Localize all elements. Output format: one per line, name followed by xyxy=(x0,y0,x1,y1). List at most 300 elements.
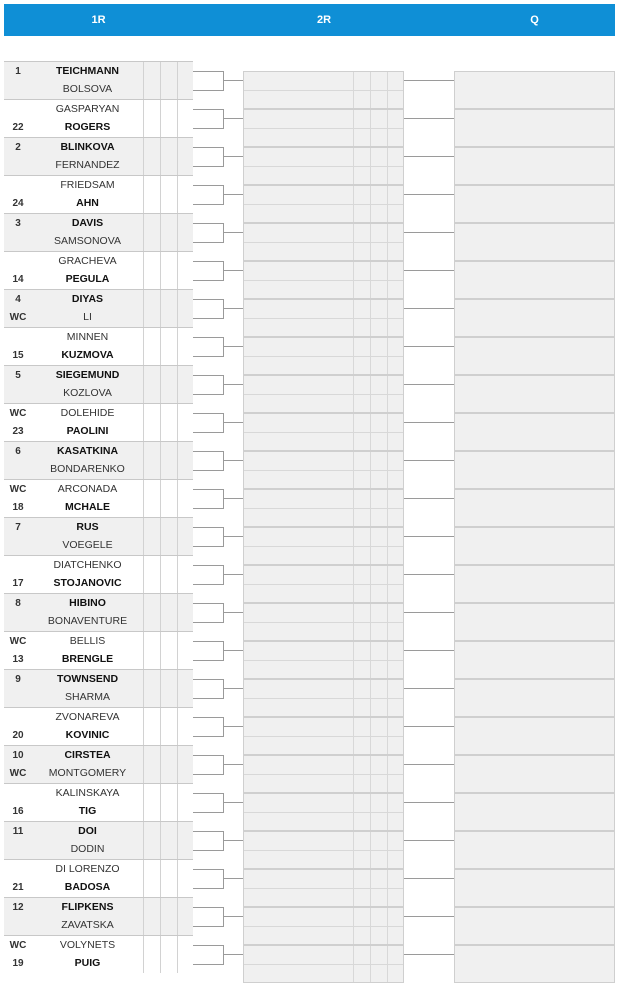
score-cell xyxy=(160,954,177,973)
score-cell xyxy=(160,80,177,99)
round-2-slot xyxy=(243,337,404,375)
score-cell xyxy=(160,670,177,689)
seed-label: WC xyxy=(9,636,27,647)
connector-line xyxy=(193,432,224,433)
score-cell xyxy=(177,536,194,555)
player-name[interactable]: BOLSOVA xyxy=(62,83,113,95)
slot-divider xyxy=(244,394,403,395)
draw-row xyxy=(4,308,193,327)
draw-row xyxy=(4,403,193,422)
score-cell xyxy=(177,252,194,271)
player-name[interactable]: TOWNSEND xyxy=(56,673,119,685)
player-name[interactable]: DIYAS xyxy=(71,293,104,305)
seed-label: 17 xyxy=(12,578,24,589)
round-2-slot xyxy=(243,603,404,641)
player-name[interactable]: BONAVENTURE xyxy=(47,615,128,627)
connector-line xyxy=(404,840,454,841)
connector-line xyxy=(193,508,224,509)
score-cell xyxy=(143,898,160,917)
score-cell xyxy=(143,878,160,897)
score-cell xyxy=(143,574,160,593)
score-cell xyxy=(143,670,160,689)
player-name[interactable]: ROGERS xyxy=(64,121,111,133)
player-name[interactable]: BRENGLE xyxy=(61,653,114,665)
score-cell xyxy=(160,708,177,727)
score-cell xyxy=(160,460,177,479)
connector-line xyxy=(223,384,243,385)
player-name[interactable]: GASPARYAN xyxy=(55,103,120,115)
quarterfinal-slot xyxy=(454,451,615,489)
seed-label: 18 xyxy=(12,502,24,513)
slot-divider xyxy=(244,242,403,243)
round-2-slot xyxy=(243,679,404,717)
seed-label: WC xyxy=(9,408,27,419)
player-name[interactable]: DOI xyxy=(78,825,97,837)
connector-line xyxy=(193,90,224,91)
score-cell xyxy=(143,688,160,707)
round-2-slot xyxy=(243,793,404,831)
player-name[interactable]: PEGULA xyxy=(65,273,110,285)
connector-line xyxy=(223,726,243,727)
seed-label: 6 xyxy=(15,446,21,457)
slot-divider xyxy=(244,888,403,889)
slot-divider xyxy=(244,850,403,851)
slot-divider xyxy=(244,128,403,129)
score-cell xyxy=(160,556,177,575)
draw-row xyxy=(4,498,193,517)
player-name[interactable]: DAVIS xyxy=(71,217,104,229)
score-cell xyxy=(160,100,177,119)
score-cell xyxy=(160,784,177,803)
score-cell xyxy=(160,404,177,423)
player-name[interactable]: STOJANOVIC xyxy=(53,577,122,589)
score-cell xyxy=(177,422,194,441)
score-cell xyxy=(143,860,160,879)
round-2-slot xyxy=(243,147,404,185)
draw-row xyxy=(4,859,193,878)
score-cell xyxy=(160,916,177,935)
connector-line xyxy=(193,185,224,186)
draw-row xyxy=(4,384,193,403)
score-cell xyxy=(160,422,177,441)
draw-row xyxy=(4,916,193,935)
slot-divider xyxy=(244,622,403,623)
score-cell xyxy=(160,194,177,213)
round-2-slot xyxy=(243,71,404,109)
player-name[interactable]: KOZLOVA xyxy=(63,387,112,399)
round-2-slot xyxy=(243,641,404,679)
score-cell xyxy=(160,898,177,917)
player-name[interactable]: DOLEHIDE xyxy=(60,407,115,419)
draw-row xyxy=(4,327,193,346)
score-cell xyxy=(143,954,160,973)
score-cell xyxy=(160,936,177,955)
score-cell xyxy=(160,878,177,897)
score-cell xyxy=(177,270,194,289)
player-name[interactable]: ZVONAREVA xyxy=(55,711,120,723)
slot-divider xyxy=(244,812,403,813)
round-2-slot xyxy=(243,869,404,907)
round-1-label: 1R xyxy=(91,14,106,26)
player-name[interactable]: CIRSTEA xyxy=(64,749,111,761)
connector-line xyxy=(404,802,454,803)
player-name[interactable]: FLIPKENS xyxy=(61,901,114,913)
score-cell xyxy=(160,536,177,555)
seed-label: 13 xyxy=(12,654,24,665)
draw-row xyxy=(4,346,193,365)
round-header xyxy=(4,4,615,36)
player-name[interactable]: DODIN xyxy=(70,843,105,855)
connector-line xyxy=(223,954,243,955)
score-cell xyxy=(177,632,194,651)
connector-line xyxy=(193,907,224,908)
score-cell xyxy=(143,232,160,251)
connector-line xyxy=(193,888,224,889)
score-cell xyxy=(177,936,194,955)
player-name[interactable]: ARCONADA xyxy=(57,483,118,495)
score-cell xyxy=(177,290,194,309)
score-cell xyxy=(143,442,160,461)
score-cell xyxy=(160,214,177,233)
score-cell xyxy=(177,784,194,803)
player-name[interactable]: FRIEDSAM xyxy=(60,179,115,191)
connector-line xyxy=(223,498,243,499)
connector-line xyxy=(223,460,243,461)
connector-line xyxy=(404,232,454,233)
connector-line xyxy=(193,641,224,642)
player-name[interactable]: TIG xyxy=(78,805,97,817)
draw-row xyxy=(4,175,193,194)
slot-divider xyxy=(244,318,403,319)
seed-label: WC xyxy=(9,484,27,495)
slot-divider xyxy=(244,432,403,433)
quarterfinal-slot xyxy=(454,375,615,413)
score-cell xyxy=(177,594,194,613)
connector-line xyxy=(193,413,224,414)
score-cell xyxy=(160,822,177,841)
score-cell xyxy=(160,384,177,403)
seed-label: 1 xyxy=(15,66,21,77)
score-cell xyxy=(160,62,177,81)
connector-line xyxy=(223,270,243,271)
draw-row xyxy=(4,688,193,707)
draw-row xyxy=(4,289,193,308)
score-cell xyxy=(177,726,194,745)
connector-line xyxy=(193,945,224,946)
score-cell xyxy=(143,802,160,821)
connector-line xyxy=(193,261,224,262)
score-cell xyxy=(143,746,160,765)
score-cell xyxy=(177,176,194,195)
draw-row xyxy=(4,213,193,232)
quarterfinal-slot xyxy=(454,717,615,755)
score-cell xyxy=(177,518,194,537)
score-cell xyxy=(177,442,194,461)
connector-line xyxy=(193,204,224,205)
draw-row xyxy=(4,669,193,688)
seed-label: 8 xyxy=(15,598,21,609)
slot-divider xyxy=(244,926,403,927)
quarterfinal-slot xyxy=(454,109,615,147)
draw-row xyxy=(4,251,193,270)
draw-row xyxy=(4,99,193,118)
round-2-slot xyxy=(243,109,404,147)
connector-line xyxy=(404,346,454,347)
score-cell xyxy=(177,80,194,99)
connector-line xyxy=(193,964,224,965)
draw-row xyxy=(4,555,193,574)
draw-row xyxy=(4,954,193,973)
connector-line xyxy=(404,498,454,499)
draw-row xyxy=(4,631,193,650)
round-2-slot xyxy=(243,489,404,527)
connector-line xyxy=(404,384,454,385)
score-cell xyxy=(143,460,160,479)
draw-row xyxy=(4,118,193,137)
round-2-slot xyxy=(243,831,404,869)
connector-line xyxy=(223,536,243,537)
score-cell xyxy=(143,632,160,651)
player-name[interactable]: FERNANDEZ xyxy=(55,159,120,171)
seed-label: 4 xyxy=(15,294,21,305)
score-cell xyxy=(143,536,160,555)
connector-line xyxy=(404,650,454,651)
slot-divider xyxy=(244,470,403,471)
draw-row xyxy=(4,593,193,612)
score-cell xyxy=(177,232,194,251)
connector-line xyxy=(193,299,224,300)
seed-label: 12 xyxy=(12,902,24,913)
score-cell xyxy=(177,118,194,137)
score-cell xyxy=(177,156,194,175)
connector-line xyxy=(193,717,224,718)
connector-line xyxy=(404,764,454,765)
draw-row xyxy=(4,574,193,593)
score-cell xyxy=(143,194,160,213)
score-cell xyxy=(177,556,194,575)
score-cell xyxy=(177,194,194,213)
connector-line xyxy=(404,270,454,271)
connector-line xyxy=(223,650,243,651)
player-name[interactable]: SAMSONOVA xyxy=(54,235,121,247)
score-cell xyxy=(143,936,160,955)
connector-line xyxy=(404,878,454,879)
score-cell xyxy=(143,480,160,499)
player-name[interactable]: KALINSKAYA xyxy=(55,787,120,799)
round-2-slot xyxy=(243,907,404,945)
connector-line xyxy=(193,470,224,471)
player-name[interactable]: PUIG xyxy=(74,957,101,969)
quarterfinal-slot xyxy=(454,793,615,831)
connector-line xyxy=(223,878,243,879)
score-cell xyxy=(143,62,160,81)
score-cell xyxy=(160,290,177,309)
player-name[interactable]: MCHALE xyxy=(65,501,110,513)
score-cell xyxy=(143,384,160,403)
score-cell xyxy=(177,404,194,423)
quarterfinal-slot xyxy=(454,679,615,717)
score-cell xyxy=(143,80,160,99)
connector-line xyxy=(193,337,224,338)
slot-divider xyxy=(244,204,403,205)
quarterfinal-slot xyxy=(454,413,615,451)
connector-line xyxy=(193,679,224,680)
score-cell xyxy=(177,214,194,233)
score-cell xyxy=(143,404,160,423)
slot-divider xyxy=(244,698,403,699)
player-name[interactable]: HIBINO xyxy=(69,597,106,609)
connector-line xyxy=(404,80,454,81)
player-name[interactable]: AHN xyxy=(76,197,99,209)
quarterfinal-slot xyxy=(454,71,615,109)
seed-label: 5 xyxy=(15,370,21,381)
score-cell xyxy=(143,708,160,727)
score-cell xyxy=(160,594,177,613)
score-cell xyxy=(143,916,160,935)
score-cell xyxy=(143,422,160,441)
score-cell xyxy=(177,346,194,365)
player-name[interactable]: PAOLINI xyxy=(66,425,109,437)
connector-line xyxy=(193,698,224,699)
seed-label: WC xyxy=(9,940,27,951)
connector-line xyxy=(223,422,243,423)
score-cell xyxy=(143,290,160,309)
score-cell xyxy=(177,62,194,81)
seed-label: 22 xyxy=(12,122,24,133)
player-name[interactable]: MONTGOMERY xyxy=(48,767,127,779)
score-cell xyxy=(177,764,194,783)
player-name[interactable]: BLINKOVA xyxy=(60,141,115,153)
player-name[interactable]: RUS xyxy=(76,521,99,533)
seed-label: 21 xyxy=(12,882,24,893)
score-cell xyxy=(143,498,160,517)
player-name[interactable]: ZAVATSKA xyxy=(61,919,114,931)
score-cell xyxy=(177,574,194,593)
quarterfinal-slot xyxy=(454,337,615,375)
score-cell xyxy=(177,366,194,385)
score-cell xyxy=(143,366,160,385)
connector-line xyxy=(223,80,243,81)
seed-label: 10 xyxy=(12,750,24,761)
connector-line xyxy=(404,422,454,423)
score-cell xyxy=(143,726,160,745)
score-cell xyxy=(177,898,194,917)
quarterfinal-slot xyxy=(454,907,615,945)
connector-line xyxy=(223,764,243,765)
connector-line xyxy=(404,612,454,613)
score-cell xyxy=(160,156,177,175)
score-cell xyxy=(160,308,177,327)
quarterfinal-slot xyxy=(454,755,615,793)
score-cell xyxy=(143,764,160,783)
player-name[interactable]: MINNEN xyxy=(66,331,109,343)
quarterfinal-slot xyxy=(454,299,615,337)
round-2-slot xyxy=(243,413,404,451)
slot-divider xyxy=(244,660,403,661)
score-cell xyxy=(177,688,194,707)
connector-line xyxy=(404,688,454,689)
score-cell xyxy=(177,708,194,727)
connector-line xyxy=(193,660,224,661)
player-name[interactable]: VOEGELE xyxy=(62,539,113,551)
quarterfinal-slot xyxy=(454,223,615,261)
score-cell xyxy=(177,954,194,973)
connector-line xyxy=(404,118,454,119)
score-cell xyxy=(143,840,160,859)
player-name[interactable]: DI LORENZO xyxy=(55,863,120,875)
connector-line xyxy=(223,840,243,841)
connector-line xyxy=(223,574,243,575)
score-cell xyxy=(143,346,160,365)
player-name[interactable]: LI xyxy=(83,311,92,323)
connector-line xyxy=(193,831,224,832)
connector-line xyxy=(223,194,243,195)
connector-line xyxy=(193,394,224,395)
player-name[interactable]: BONDARENKO xyxy=(50,463,125,475)
player-name[interactable]: BELLIS xyxy=(69,635,106,647)
score-cell xyxy=(160,688,177,707)
player-name[interactable]: KOVINIC xyxy=(65,729,110,741)
player-name[interactable]: KUZMOVA xyxy=(61,349,114,361)
player-name[interactable]: GRACHEVA xyxy=(58,255,117,267)
draw-row xyxy=(4,821,193,840)
player-name[interactable]: TEICHMANN xyxy=(56,65,119,77)
score-cell xyxy=(160,802,177,821)
player-name[interactable]: VOLYNETS xyxy=(59,939,116,951)
connector-line xyxy=(404,308,454,309)
connector-line xyxy=(223,232,243,233)
round-2-slot xyxy=(243,451,404,489)
draw-row xyxy=(4,650,193,669)
player-name[interactable]: KASATKINA xyxy=(56,445,119,457)
seed-label: 19 xyxy=(12,958,24,969)
score-cell xyxy=(160,270,177,289)
score-cell xyxy=(143,214,160,233)
slot-divider xyxy=(244,356,403,357)
score-cell xyxy=(177,460,194,479)
score-cell xyxy=(177,670,194,689)
quarterfinal-slot xyxy=(454,527,615,565)
score-cell xyxy=(160,632,177,651)
draw-row xyxy=(4,137,193,156)
score-cell xyxy=(143,784,160,803)
player-name[interactable]: DIATCHENKO xyxy=(53,559,122,571)
slot-divider xyxy=(244,964,403,965)
score-cell xyxy=(160,574,177,593)
round-2-slot xyxy=(243,299,404,337)
score-cell xyxy=(177,308,194,327)
score-cell xyxy=(160,346,177,365)
player-name[interactable]: SIEGEMUND xyxy=(55,369,120,381)
seed-label: 11 xyxy=(12,826,24,837)
draw-row xyxy=(4,878,193,897)
seed-label: 3 xyxy=(15,218,21,229)
draw-row xyxy=(4,80,193,99)
player-name[interactable]: BADOSA xyxy=(64,881,111,893)
connector-line xyxy=(223,612,243,613)
connector-line xyxy=(193,812,224,813)
score-cell xyxy=(160,650,177,669)
score-cell xyxy=(177,100,194,119)
draw-row xyxy=(4,802,193,821)
player-name[interactable]: SHARMA xyxy=(65,691,110,703)
score-cell xyxy=(160,138,177,157)
slot-divider xyxy=(244,508,403,509)
score-cell xyxy=(143,270,160,289)
score-cell xyxy=(177,840,194,859)
score-cell xyxy=(143,176,160,195)
slot-divider xyxy=(244,546,403,547)
